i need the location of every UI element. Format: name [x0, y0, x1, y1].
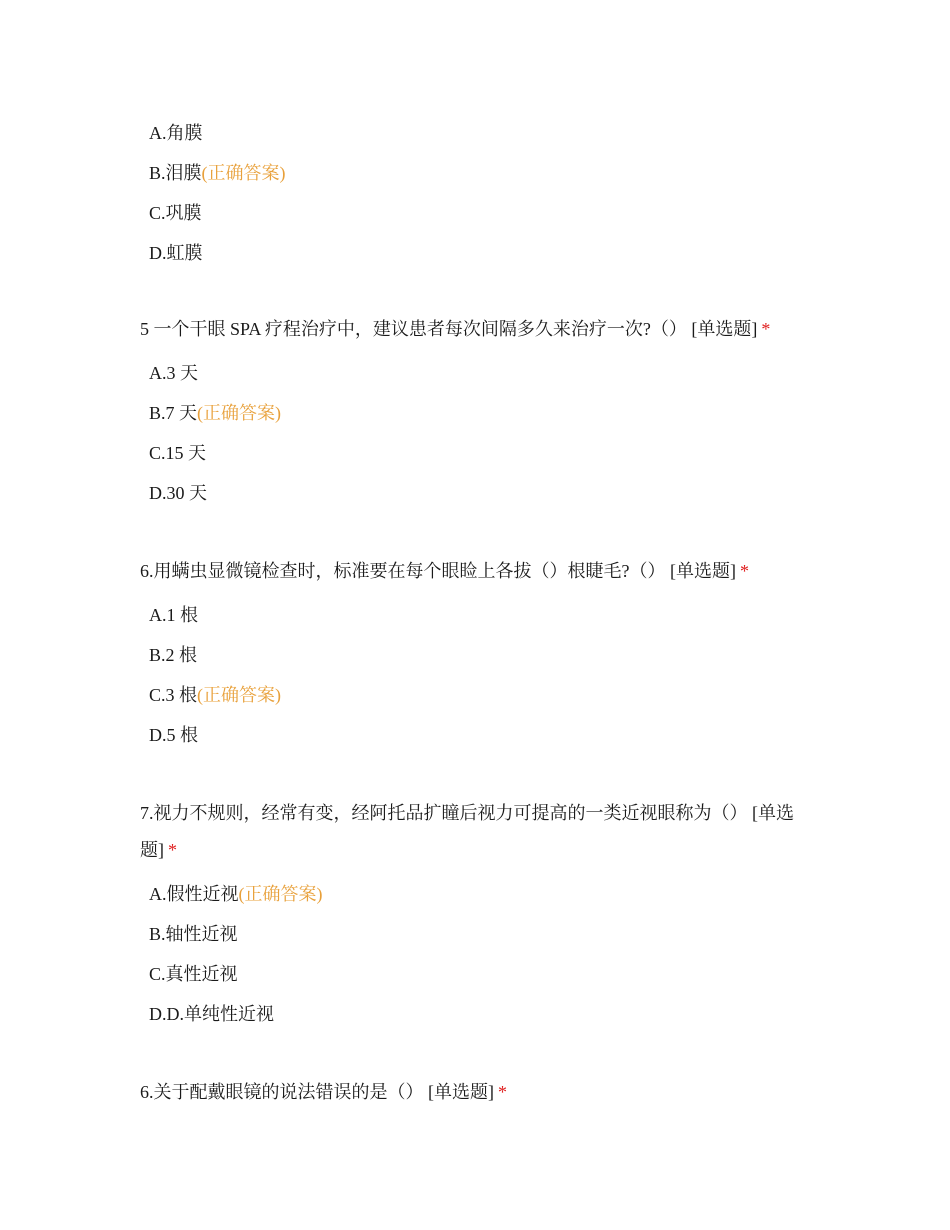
option-d[interactable] [140, 473, 810, 513]
correct-answer-tag: (正确答案) [197, 403, 282, 423]
option-c[interactable] [140, 433, 810, 473]
question-7-options [140, 874, 810, 1034]
option-label: A.角膜 [149, 123, 203, 143]
question-title [140, 795, 810, 869]
option-c[interactable] [140, 675, 810, 715]
required-mark: * [168, 840, 177, 860]
option-label: B.轴性近视 [149, 924, 238, 944]
option-a[interactable] [140, 595, 810, 635]
question-7 [140, 795, 810, 1034]
option-b[interactable] [140, 393, 810, 433]
required-mark: * [739, 561, 749, 581]
question-title [140, 1074, 810, 1111]
option-label: C.3 根 [149, 685, 198, 705]
option-c[interactable] [140, 954, 810, 994]
question-4 [140, 113, 810, 273]
question-8 [140, 1074, 810, 1111]
option-b[interactable] [140, 635, 810, 675]
option-a[interactable] [140, 353, 810, 393]
option-c[interactable] [140, 193, 810, 233]
option-label: B.7 天 [149, 403, 198, 423]
correct-answer-tag: (正确答案) [238, 884, 323, 904]
option-label: A.假性近视 [149, 884, 239, 904]
question-5-options [140, 353, 810, 513]
option-label: C.巩膜 [149, 203, 202, 223]
option-b[interactable] [140, 153, 810, 193]
required-mark: * [761, 319, 771, 339]
option-label: B.2 根 [149, 645, 198, 665]
option-label: A.1 根 [149, 605, 198, 625]
option-label: B.泪膜 [149, 163, 202, 183]
option-label: D.虹膜 [149, 243, 203, 263]
question-6 [140, 553, 810, 755]
question-text: 7.视力不规则，经常有变，经阿托品扩瞳后视力可提高的一类近视眼称为（） [单选题] [140, 803, 794, 860]
option-label: C.真性近视 [149, 964, 238, 984]
question-4-options [140, 113, 810, 273]
question-text: 5 一个干眼 SPA 疗程治疗中，建议患者每次间隔多久来治疗一次?（） [单选题] [140, 319, 758, 339]
option-label: A.3 天 [149, 363, 198, 383]
option-b[interactable] [140, 914, 810, 954]
option-label: D.30 天 [149, 483, 207, 503]
option-d[interactable] [140, 715, 810, 755]
question-text: 6.关于配戴眼镜的说法错误的是（） [单选题] [140, 1082, 494, 1102]
option-a[interactable] [140, 874, 810, 914]
option-label: D.D.单纯性近视 [149, 1004, 274, 1024]
option-label: D.5 根 [149, 725, 198, 745]
correct-answer-tag: (正确答案) [197, 685, 282, 705]
question-title [140, 311, 810, 348]
question-5 [140, 311, 810, 513]
option-d[interactable] [140, 233, 810, 273]
option-label: C.15 天 [149, 443, 207, 463]
question-title [140, 553, 810, 590]
question-6-options [140, 595, 810, 755]
required-mark: * [498, 1082, 507, 1102]
option-a[interactable] [140, 113, 810, 153]
option-d[interactable] [140, 994, 810, 1034]
question-text: 6.用螨虫显微镜检查时，标准要在每个眼睑上各拔（）根睫毛?（） [单选题] [140, 561, 736, 581]
correct-answer-tag: (正确答案) [201, 163, 286, 183]
